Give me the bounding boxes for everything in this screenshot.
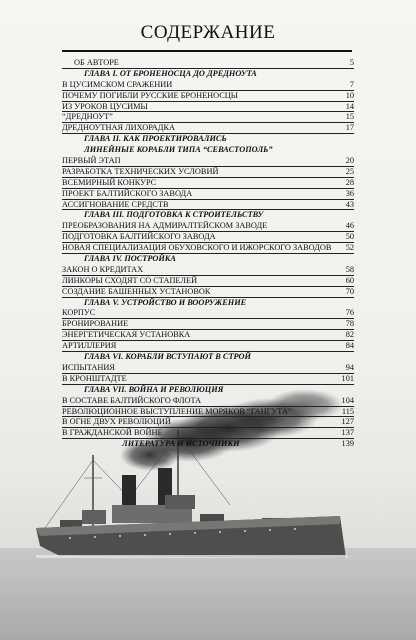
toc-entry	[62, 330, 354, 341]
toc-entry-title: ЛИНКОРЫ СХОДЯТ СО СТАПЕЛЕЙ	[62, 275, 198, 285]
toc-entry-title: В ЦУСИМСКОМ СРАЖЕНИИ	[62, 79, 173, 89]
toc-entry-title: ЭНЕРГЕТИЧЕСКАЯ УСТАНОВКА	[62, 330, 191, 340]
toc-entry	[62, 189, 354, 200]
toc-page-number: 139	[341, 439, 354, 449]
toc-chapter-heading	[62, 298, 354, 309]
toc-entry-title: НОВАЯ СПЕЦИАЛИЗАЦИЯ ОБУХОВСКОГО И ИЖОРСКОГО ЗАВОДОВ	[62, 243, 332, 253]
toc-entry-title: АССИГНОВАНИЕ СРЕДСТВ	[62, 199, 169, 209]
toc-page-number: 127	[341, 417, 354, 427]
toc-entry-title: В ОГНЕ ДВУХ РЕВОЛЮЦИЙ	[62, 417, 171, 427]
toc-page-number: 94	[345, 362, 354, 372]
toc-entry-title: ЛИНЕЙНЫЕ КОРАБЛИ ТИПА “СЕВАСТОПОЛЬ”	[84, 145, 273, 155]
toc-entry-title: РАЗРАБОТКА ТЕХНИЧЕСКИХ УСЛОВИЙ	[62, 166, 219, 176]
toc-entry	[62, 276, 354, 287]
toc-entry-title: ЛИТЕРАТУРА И ИСТОЧНИКИ	[122, 439, 240, 449]
toc-chapter-heading	[62, 254, 354, 265]
toc-entry	[62, 112, 354, 123]
toc-page-number: 60	[345, 275, 354, 285]
toc-entry-title: ГЛАВА III. ПОДГОТОВКА К СТРОИТЕЛЬСТВУ	[84, 210, 264, 220]
toc-entry	[62, 232, 354, 243]
toc-entry-title: В КРОНШТАДТЕ	[62, 373, 127, 383]
toc-entry-title: ПОЧЕМУ ПОГИБЛИ РУССКИЕ БРОНЕНОСЦЫ	[62, 90, 238, 100]
toc-page-number: 17	[345, 123, 354, 133]
toc-entry-title: ДРЕДНОУТНАЯ ЛИХОРАДКА	[62, 123, 175, 133]
toc-page-number: 78	[345, 319, 354, 329]
toc-entry	[62, 243, 354, 254]
toc-entry	[62, 396, 354, 407]
toc-chapter-heading	[62, 134, 354, 145]
toc-entry	[62, 308, 354, 319]
toc-entry-title: ОБ АВТОРЕ	[74, 58, 119, 67]
toc-page-number: 20	[345, 156, 354, 166]
page-title: СОДЕРЖАНИЕ	[140, 22, 276, 43]
toc-entry	[62, 265, 354, 276]
toc-page-number: 70	[345, 286, 354, 296]
toc-entry-title: ГЛАВА I. ОТ БРОНЕНОСЦА ДО ДРЕДНОУТА	[84, 68, 257, 78]
toc-chapter-heading	[62, 352, 354, 363]
toc-entry-title: ГЛАВА VII. ВОЙНА И РЕВОЛЮЦИЯ	[84, 384, 224, 394]
toc-entry-title: В ГРАЖДАНСКОЙ ВОЙНЕ	[62, 428, 163, 438]
toc-entry	[62, 178, 354, 189]
toc-entry	[62, 374, 354, 385]
toc-entry	[62, 287, 354, 298]
toc-chapter-heading	[62, 69, 354, 80]
toc-entry-title: ПОДГОТОВКА БАЛТИЙСКОГО ЗАВОДА	[62, 232, 216, 242]
toc-entry	[62, 156, 354, 167]
toc-entry	[62, 428, 354, 439]
toc-page-number: 10	[345, 90, 354, 100]
toc-page-number: 25	[345, 166, 354, 176]
toc-entry	[62, 221, 354, 232]
toc-entry	[62, 123, 354, 134]
toc-entry	[62, 417, 354, 428]
toc-entry-title: БРОНИРОВАНИЕ	[62, 319, 129, 329]
toc-page-number: 36	[345, 188, 354, 198]
toc-chapter-heading	[62, 145, 354, 156]
toc-entry-title: В СОСТАВЕ БАЛТИЙСКОГО ФЛОТА	[62, 395, 202, 405]
toc-entry	[62, 167, 354, 178]
toc-entry-title: ГЛАВА IV. ПОСТРОЙКА	[84, 254, 176, 264]
toc-page-number: 115	[341, 406, 354, 416]
toc-entry-title: ЗАКОН О КРЕДИТАХ	[62, 264, 144, 274]
toc-chapter-heading	[62, 210, 354, 221]
toc-entry	[62, 341, 354, 352]
toc-page-number: 101	[341, 373, 354, 383]
toc-entry	[62, 102, 354, 113]
toc-page-number: 43	[345, 199, 354, 209]
toc-page-number: 15	[345, 112, 354, 122]
toc-entry-title: СОЗДАНИЕ БАШЕННЫХ УСТАНОВОК	[62, 286, 211, 296]
toc-page-number: 84	[345, 341, 354, 351]
toc-entry-title: “ДРЕДНОУТ”	[62, 112, 113, 122]
toc-entry	[62, 200, 354, 211]
toc-page-number: 137	[341, 428, 354, 438]
toc-chapter-heading	[62, 385, 354, 396]
toc-page-number: 104	[341, 395, 354, 405]
toc-entry-title: ВСЕМИРНЫЙ КОНКУРС	[62, 177, 157, 187]
toc-entry-title: АРТИЛЛЕРИЯ	[62, 341, 117, 351]
toc-page-number: 58	[345, 264, 354, 274]
toc-entry-title: КОРПУС	[62, 308, 96, 318]
toc-page-number: 7	[349, 79, 354, 89]
toc-page-number: 5	[349, 58, 354, 67]
toc-page-number: 28	[345, 177, 354, 187]
toc-entry-title: РЕВОЛЮЦИОННОЕ ВЫСТУПЛЕНИЕ МОРЯКОВ “ГАНГУТА”	[62, 406, 292, 416]
toc-page-number: 52	[345, 243, 354, 253]
toc-page-number: 82	[345, 330, 354, 340]
toc-entry	[62, 80, 354, 91]
toc-page-number: 76	[345, 308, 354, 318]
toc-literature	[62, 439, 354, 450]
toc-page-number: 46	[345, 221, 354, 231]
toc-entry-title: ГЛАВА II. КАК ПРОЕКТИРОВАЛИСЬ	[84, 134, 227, 144]
toc-entry	[62, 58, 354, 69]
toc-entry-title: ИЗ УРОКОВ ЦУСИМЫ	[62, 101, 148, 111]
toc-page-number: 14	[345, 101, 354, 111]
toc-entry-title: ГЛАВА VI. КОРАБЛИ ВСТУПАЮТ В СТРОЙ	[84, 352, 251, 362]
toc-entry	[62, 407, 354, 418]
toc-entry	[62, 363, 354, 374]
toc-entry-title: ПРЕОБРАЗОВАНИЯ НА АДМИРАЛТЕЙСКОМ ЗАВОДЕ	[62, 221, 268, 231]
toc-entry	[62, 91, 354, 102]
toc-entry-title: ИСПЫТАНИЯ	[62, 362, 115, 372]
toc-entry	[62, 319, 354, 330]
toc-entry-title: ГЛАВА V. УСТРОЙСТВО И ВООРУЖЕНИЕ	[84, 297, 247, 307]
toc-entry-title: ПРОЕКТ БАЛТИЙСКОГО ЗАВОДА	[62, 188, 193, 198]
toc-page-number: 50	[345, 232, 354, 242]
toc-entry-title: ПЕРВЫЙ ЭТАП	[62, 156, 121, 166]
table-of-contents	[62, 58, 354, 450]
title-rule	[62, 50, 352, 52]
